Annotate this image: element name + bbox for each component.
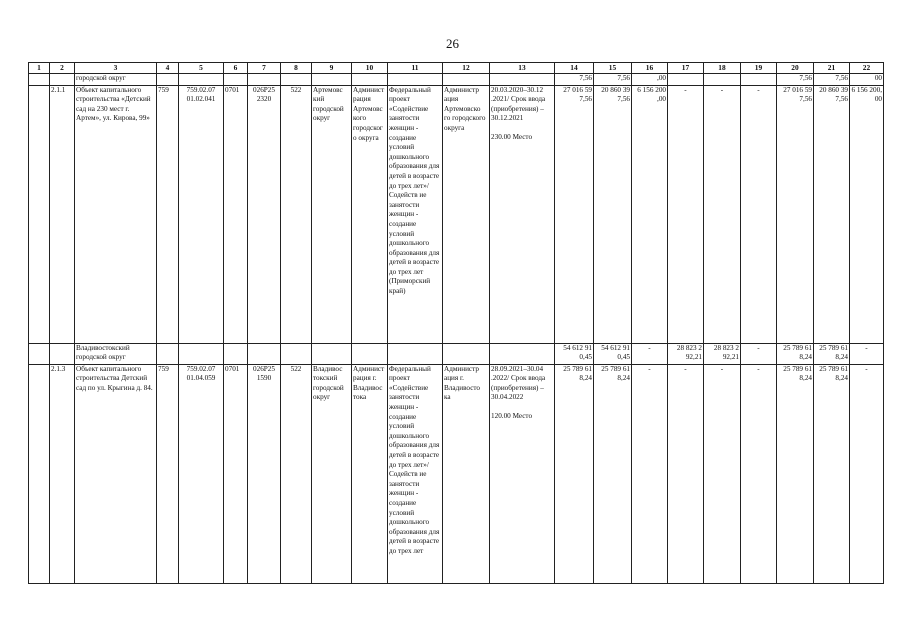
cell-empty [312,73,352,85]
object-name: Объект капитального строительства «Детский сад на 230 мест г. Артем», ул. Кирова, 99» [75,85,157,343]
cell-empty [29,343,50,364]
header-cell: 4 [157,63,179,74]
cell-empty [248,343,281,364]
customer: Админист рация г. Владивос тока [352,364,388,583]
header-cell: 14 [555,63,594,74]
target-article: 026P25 2320 [248,85,281,343]
cell-empty [179,343,224,364]
header-cell: 22 [850,63,884,74]
amount-col18: 28 823 2 92,21 [704,343,741,364]
executor: Администр ация г. Владивосто ка [443,364,490,583]
header-cell: 15 [594,63,632,74]
header-cell: 19 [741,63,777,74]
amount-col19: - [741,343,777,364]
cell-empty [157,343,179,364]
capacity: 120.00 Место [491,411,533,420]
item-number: 2.1.1 [50,85,75,343]
header-cell: 16 [632,63,668,74]
header-cell: 7 [248,63,281,74]
header-cell: 8 [281,63,312,74]
expense-type: 522 [281,85,312,343]
header-cell: 6 [224,63,248,74]
cell-empty [50,343,75,364]
amount-federal: 25 789 61 8,24 [594,364,632,583]
amount-col17: - [668,364,704,583]
amount-year-total: 7,56 [777,73,814,85]
amount-total: 27 016 59 7,56 [555,85,594,343]
object-name: Объект капитального строительства Детский сад по ул. Крыгина д. 84. [75,364,157,583]
table-row [29,364,884,583]
cell-empty [224,73,248,85]
cell-empty [490,343,555,364]
amount-regional: - [632,364,668,583]
subtotal-name: городской округ [75,73,157,85]
cell-empty [179,73,224,85]
amount-col18: - [704,364,741,583]
cell-empty [352,73,388,85]
cell-empty [741,73,777,85]
cell-empty [388,73,443,85]
item-number: 2.1.3 [50,364,75,583]
amount-col19: - [741,364,777,583]
header-cell: 17 [668,63,704,74]
header-cell: 5 [179,63,224,74]
section-code: 0701 [224,85,248,343]
project-name: Федеральный проект «Содействие занятости женщин - создание условий дошкольного образования для детей в возрасте до трех лет»/Содейств ие занятости женщин - создание условий дошкольного образования для детей в возрасте до трех лет [388,364,443,583]
subtotal-row-artem [29,73,884,85]
header-cell: 13 [490,63,555,74]
header-cell: 3 [75,63,157,74]
amount-year-regional: 6 156 200, 00 [850,85,884,343]
schedule [490,85,555,343]
amount-year-federal: 7,56 [814,73,850,85]
cell-empty [443,73,490,85]
amount-federal: 54 612 91 0,45 [594,343,632,364]
header-cell: 10 [352,63,388,74]
customer: Админист рация Артемовс кого городског о округа [352,85,388,343]
cell-empty [248,73,281,85]
table-row [29,85,884,343]
cell-empty [224,343,248,364]
amount-total: 54 612 91 0,45 [555,343,594,364]
header-cell: 20 [777,63,814,74]
amount-regional: ,00 [632,73,668,85]
cell-empty [50,73,75,85]
cell-empty [29,73,50,85]
amount-year-regional: - [850,343,884,364]
header-cell: 18 [704,63,741,74]
cell-empty [704,73,741,85]
header-cell: 1 [29,63,50,74]
amount-year-regional: 00 [850,73,884,85]
schedule-dates: 28.09.2021–30.04 .2022/ Срок ввода (приобретения) – 30.04.2022 [491,364,546,402]
budget-table [28,62,884,584]
target-article: 026P25 1590 [248,364,281,583]
page-number: 26 [446,36,459,51]
executor: Администр ация Артемовско го городского округа [443,85,490,343]
grbs-code: 759 [157,85,179,343]
expense-type: 522 [281,364,312,583]
amount-total: 7,56 [555,73,594,85]
amount-year-total: 25 789 61 8,24 [777,343,814,364]
project-name: Федеральный проект «Содействие занятости женщин - создание условий дошкольного образования для детей в возрасте до трех лет»/Содейств ие занятости женщин - создание условий дошкольного образования для детей в возрасте до трех лет (Приморский край) [388,85,443,343]
amount-year-federal: 20 860 39 7,56 [814,85,850,343]
cell-empty [388,343,443,364]
cell-empty [157,73,179,85]
header-cell: 11 [388,63,443,74]
cell-empty [312,343,352,364]
amount-col17: - [668,85,704,343]
section-code: 0701 [224,364,248,583]
amount-federal: 20 860 39 7,56 [594,85,632,343]
schedule [490,364,555,583]
amount-year-total: 27 016 59 7,56 [777,85,814,343]
cell-empty [668,73,704,85]
subtotal-name: Владивостокский городской округ [75,343,157,364]
amount-col18: - [704,85,741,343]
amount-year-federal: 25 789 61 8,24 [814,364,850,583]
cell-empty [29,85,50,343]
cell-empty [443,343,490,364]
object-code: 759.02.07 01.04.059 [179,364,224,583]
header-cell: 12 [443,63,490,74]
object-code: 759.02.07 01.02.041 [179,85,224,343]
cell-empty [29,364,50,583]
amount-year-federal: 25 789 61 8,24 [814,343,850,364]
amount-regional: 6 156 200 ,00 [632,85,668,343]
cell-empty [281,73,312,85]
header-row [29,63,884,74]
amount-col17: 28 823 2 92,21 [668,343,704,364]
amount-col19: - [741,85,777,343]
amount-total: 25 789 61 8,24 [555,364,594,583]
schedule-dates: 20.03.2020–30.12 .2021/ Срок ввода (приобретения) – 30.12.2021 [491,85,546,123]
capacity: 230.00 Место [491,132,533,141]
header-cell: 2 [50,63,75,74]
amount-regional: - [632,343,668,364]
cell-empty [281,343,312,364]
amount-year-regional: - [850,364,884,583]
cell-empty [490,73,555,85]
header-cell: 21 [814,63,850,74]
amount-federal: 7,56 [594,73,632,85]
header-cell: 9 [312,63,352,74]
amount-year-total: 25 789 61 8,24 [777,364,814,583]
cell-empty [352,343,388,364]
grbs-code: 759 [157,364,179,583]
municipality: Владивос токский городской округ [312,364,352,583]
municipality: Артемовс кий городской округ [312,85,352,343]
subtotal-row-vladivostok [29,343,884,364]
